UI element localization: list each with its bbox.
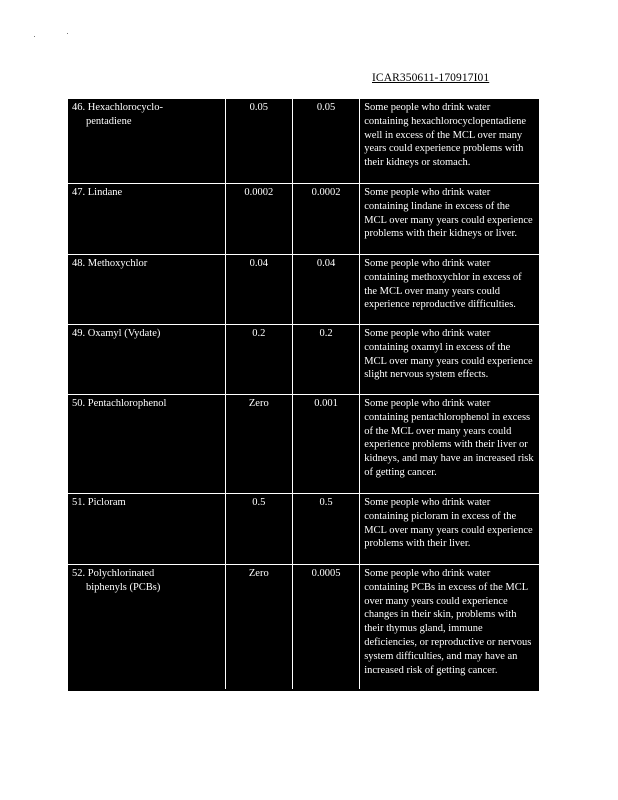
health-effects: Some people who drink water containing PCBs in excess of the MCL over many years could experience changes in their skin, problems with their thymus gland, immune deficiencies, or reproductive or nervous system difficulties, and may have an increased risk of getting cancer. [360, 565, 539, 690]
mcl-value: 0.0002 [292, 184, 359, 255]
mcl-value: 0.2 [292, 325, 359, 395]
table-row [68, 325, 539, 395]
contaminant-name [68, 99, 225, 184]
contaminant-name-line1: 46. Hexachlorocyclo- [72, 102, 163, 113]
table-row [68, 99, 539, 184]
document-id: ICAR350611-170917I01 [372, 72, 490, 84]
health-effects: Some people who drink water containing picloram in excess of the MCL over many years could experience problems with their liver. [360, 494, 539, 565]
scan-speck [67, 33, 68, 34]
contaminant-name [68, 494, 225, 565]
table-row [68, 494, 539, 565]
mcl-value: 0.0005 [292, 565, 359, 690]
contaminant-name [68, 184, 225, 255]
contaminant-name-line1: 52. Polychlorinated [72, 568, 155, 579]
mclg-value: 0.05 [225, 99, 292, 184]
health-effects: Some people who drink water containing lindane in excess of the MCL over many years could experience problems with their kidneys or liver. [360, 184, 539, 255]
mcl-value: 0.001 [292, 395, 359, 494]
health-effects: Some people who drink water containing pentachlorophenol in excess of the MCL over many years could experience problems with their liver or kidneys, and may have an increased risk of getting cancer. [360, 395, 539, 494]
table-row [68, 395, 539, 494]
table-row [68, 184, 539, 255]
mclg-value: 0.5 [225, 494, 292, 565]
mclg-value: 0.0002 [225, 184, 292, 255]
contaminant-name-line2: pentadiene [86, 115, 132, 127]
contaminant-name-line1: 47. Lindane [72, 187, 123, 198]
health-effects: Some people who drink water containing methoxychlor in excess of the MCL over many years could experience reproductive difficulties. [360, 255, 539, 325]
contaminant-table [68, 98, 539, 690]
contaminant-name-line2: biphenyls (PCBs) [86, 581, 161, 593]
mcl-value: 0.05 [292, 99, 359, 184]
mclg-value: 0.04 [225, 255, 292, 325]
health-effects: Some people who drink water containing oxamyl in excess of the MCL over many years could experience slight nervous system effects. [360, 325, 539, 395]
contaminant-name [68, 565, 225, 690]
contaminant-name-line1: 51. Picloram [72, 497, 126, 508]
mcl-value: 0.5 [292, 494, 359, 565]
mclg-value: Zero [225, 395, 292, 494]
contaminant-name [68, 255, 225, 325]
health-effects: Some people who drink water containing hexachlorocyclopentadiene well in excess of the MCL over many years could experience problems with their kidneys or stomach. [360, 99, 539, 184]
table-row [68, 255, 539, 325]
table-bottom-rule [68, 689, 539, 691]
mcl-value: 0.04 [292, 255, 359, 325]
contaminant-name-line1: 48. Methoxychlor [72, 258, 148, 269]
contaminant-name [68, 325, 225, 395]
contaminant-name-line1: 49. Oxamyl (Vydate) [72, 328, 161, 339]
contaminant-name-line1: 50. Pentachlorophenol [72, 398, 167, 409]
mclg-value: 0.2 [225, 325, 292, 395]
contaminant-name [68, 395, 225, 494]
scan-speck [34, 36, 35, 37]
mclg-value: Zero [225, 565, 292, 690]
table-row [68, 565, 539, 690]
